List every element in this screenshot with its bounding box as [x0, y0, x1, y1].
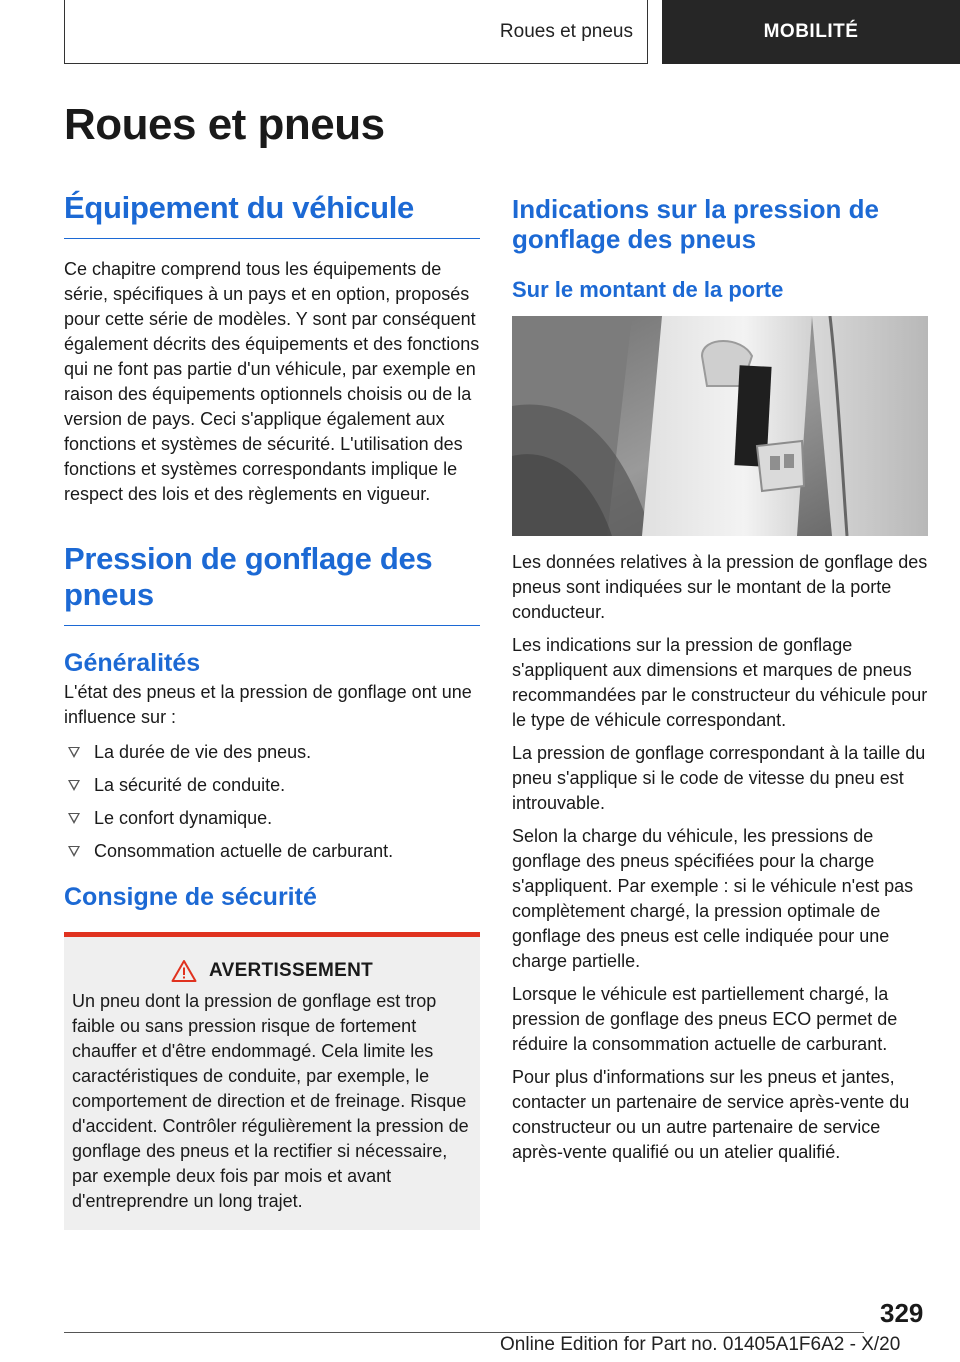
footer-divider [64, 1332, 864, 1333]
general-heading: Généralités [64, 649, 201, 677]
header-chapter-label: MOBILITÉ [763, 21, 859, 42]
header-section-label: Roues et pneus [499, 20, 633, 42]
general-intro: L'état des pneus et la pression de gonflage ont une influence sur : [64, 682, 472, 727]
list-item-text: Consommation actuelle de carburant. [94, 841, 394, 861]
list-item-text: Le confort dynamique. [94, 808, 273, 828]
paragraph: Lorsque le véhicule est partiellement chargé, la pression de gonflage des pneus ECO permet de réduire la consommation actuelle de carburant. [512, 984, 898, 1054]
right-column [512, 190, 928, 1165]
triangle-bullet-icon [68, 846, 80, 857]
paragraph: Les indications sur la pression de gonflage s'appliquent aux dimensions et marques de pneus recommandées par le constructeur du véhicule pour le type de véhicule correspondant. [512, 635, 928, 730]
warning-triangle-icon [171, 959, 197, 983]
door-pillar-photo [512, 316, 928, 536]
tire-pressure-heading: Pression de gonflage des pneus [64, 541, 480, 626]
equipment-text: Ce chapitre comprend tous les équipements de série, spécifiques à un pays et en option, proposés pour cette série de modèles. Y sont par conséquent également décrits des équipements et des fonctions qui ne font pas partie d'un véhicule, par exemple en raison des équipements optionnels choisis ou de la version de pays. Ceci s'applique également aux fonctions et systèmes de sécurité. L'utilisation des fonctions et systèmes correspondants implique le respect des lois et des règlements en vigueur. [64, 259, 480, 504]
list-item [64, 806, 480, 831]
left-column [64, 190, 480, 1230]
list-item-text: La sécurité de conduite. [94, 775, 286, 795]
triangle-bullet-icon [68, 813, 80, 824]
triangle-bullet-icon [68, 747, 80, 758]
warning-label: AVERTISSEMENT [208, 960, 373, 981]
footer-edition: Online Edition for Part no. 01405A1F6A2 - X/20 [500, 1334, 901, 1355]
list-item [64, 773, 480, 798]
page-number: 329 [880, 1298, 924, 1328]
safety-heading: Consigne de sécurité [64, 883, 317, 911]
warning-text: Un pneu dont la pression de gonflage est trop faible ou sans pression risque de fortement chauffer et d'être endommagé. Cela limite les caractéristiques de conduite, par exemple, le comportement de direction et de freinage. Risque d'accident. Contrôler régulièrement la pression de gonflage des pneus et la rectifier si nécessaire, par exemple deux fois par mois et avant d'entreprendre un long trajet. [72, 991, 469, 1211]
warning-box [64, 932, 480, 1230]
page-title: Roues et pneus [64, 100, 385, 149]
list-item [64, 839, 480, 864]
header-chapter-tab [662, 0, 960, 64]
triangle-bullet-icon [68, 780, 80, 791]
influence-list [64, 740, 480, 864]
paragraph: La pression de gonflage correspondant à la taille du pneu s'applique si le code de vitesse du pneu est introuvable. [512, 743, 926, 813]
paragraph: Selon la charge du véhicule, les pressions de gonflage des pneus spécifiées pour la charge s'appliquent. Par exemple : si le véhicule n'est pas complètement chargé, la pression optimale de gonflage des pneus est celle indiquée pour une charge partielle. [512, 826, 914, 971]
list-item [64, 740, 480, 765]
header-section-tab [64, 0, 648, 64]
equipment-heading: Équipement du véhicule [64, 190, 480, 239]
indications-heading: Indications sur la pression de gonflage des pneus [512, 194, 879, 254]
paragraph: Pour plus d'informations sur les pneus et jantes, contacter un partenaire de service après-vente du constructeur ou un autre partenaire de service après-vente qualifié ou un atelier qualifié. [512, 1067, 910, 1162]
door-pillar-heading: Sur le montant de la porte [512, 277, 784, 302]
paragraph: Les données relatives à la pression de gonflage des pneus sont indiquées sur le montant de la porte conducteur. [512, 552, 928, 622]
pressure-info-text [512, 550, 928, 1165]
list-item-text: La durée de vie des pneus. [94, 742, 312, 762]
warning-header [72, 959, 472, 983]
